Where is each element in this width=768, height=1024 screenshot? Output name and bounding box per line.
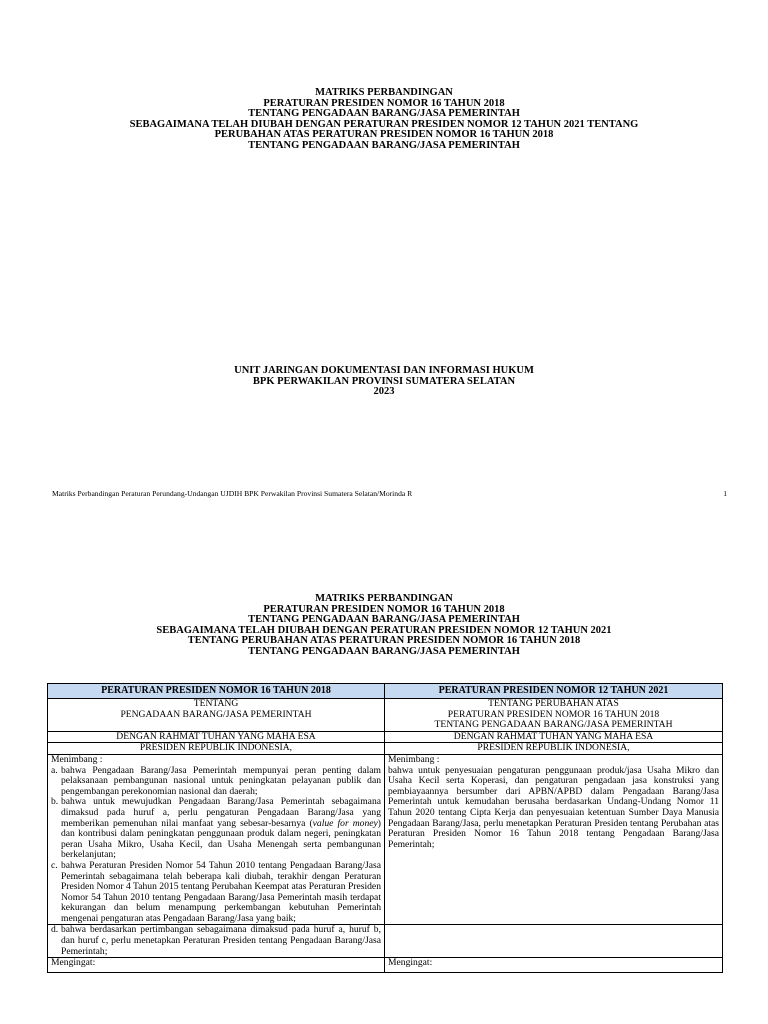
table-row	[48, 925, 723, 958]
menimbang-label: Menimbang :	[388, 753, 440, 765]
cover-title	[0, 88, 768, 152]
item-marker: d.	[51, 924, 59, 936]
footer-text: Matriks Perbandingan Peraturan Perundang-Undangan UJDIH BPK Perwakilan Provinsi Sumatera Selatan/Morinda R	[52, 489, 413, 498]
presiden-left: PRESIDEN REPUBLIK INDONESIA,	[48, 743, 385, 755]
tentang-right-cell	[385, 699, 723, 732]
header-perpres-2018: PERATURAN PRESIDEN NOMOR 16 TAHUN 2018	[48, 684, 385, 699]
item-text: bahwa Pengadaan Barang/Jasa Pemerintah mempunyai peran penting dalam pelaksanaan pembangunan nasional untuk peningkatan pelayanan publik dan pengembangan perekonomian nasional dan daerah;	[61, 764, 381, 797]
table-row	[48, 958, 723, 973]
org-line: UNIT JARINGAN DOKUMENTASI DAN INFORMASI HUKUM	[234, 365, 534, 376]
cover-title-line: PERATURAN PRESIDEN NOMOR 16 TAHUN 2018	[263, 97, 505, 109]
item-text: bahwa berdasarkan pertimbangan sebagaimana dimaksud pada huruf a, huruf b, dan huruf c, perlu menetapkan Peraturan Presiden tentang Pengadaan Barang/Jasa Pemerintah;	[61, 924, 381, 957]
page-separator	[0, 520, 768, 568]
menimbang-text: bahwa untuk penyesuaian pengaturan penggunaan produk/jasa Usaha Mikro dan Usaha Kecil serta Koperasi, dan pengaturan pengadaan jasa konstruksi yang pembiayaannya bersumber dari APBN/APBD dalam Pengadaan Barang/Jasa Pemerintah untuk kemudahan berusaha berdasarkan Undang-Undang Nomor 11 Tahun 2020 tentang Cipta Kerja dan penyesuaian ketentuan Sumber Daya Manusia Pengadaan Barang/Jasa, perlu menetapkan Peraturan Presiden tentang Perubahan atas Peraturan Presiden Nomor 16 Tahun 2018 tentang Pengadaan Barang/Jasa Pemerintah;	[388, 764, 719, 850]
rahmat-left: DENGAN RAHMAT TUHAN YANG MAHA ESA	[48, 731, 385, 743]
matrix-title-line: TENTANG PERUBAHAN ATAS PERATURAN PRESIDEN NOMOR 16 TAHUN 2018	[187, 635, 581, 647]
org-year: 2023	[373, 386, 395, 398]
tentang-line: TENTANG PERUBAHAN ATAS	[488, 698, 619, 709]
page-footer	[52, 489, 727, 498]
cover-title-line: TENTANG PENGADAAN BARANG/JASA PEMERINTAH	[248, 108, 520, 120]
item-marker: b.	[51, 796, 59, 808]
matrix-title-line: PERATURAN PRESIDEN NOMOR 16 TAHUN 2018	[263, 603, 505, 615]
presiden-right: PRESIDEN REPUBLIK INDONESIA,	[385, 743, 723, 755]
organization-block	[0, 366, 768, 398]
table-row	[48, 754, 723, 925]
menimbang-list	[51, 925, 381, 957]
menimbang-d-cell	[48, 925, 385, 958]
item-text: bahwa Peraturan Presiden Nomor 54 Tahun 2010 tentang Pengadaan Barang/Jasa Pemerintah sebagaimana telah beberapa kali diubah, terakhir dengan Peraturan Presiden Nomor 4 Tahun 2015 tentang Perubahan Keempat atas Peraturan Presiden Nomor 54 Tahun 2010 tentang Pengadaan Barang/Jasa Pemerintah masih terdapat kekurangan dan belum menampung perkembangan kebutuhan Pemerintah mengenai pengaturan atas Pengadaan Barang/Jasa yang baik;	[61, 859, 381, 924]
cover-title-line: MATRIKS PERBANDINGAN	[315, 87, 453, 98]
list-item	[51, 859, 381, 925]
header-perpres-2021: PERATURAN PRESIDEN NOMOR 12 TAHUN 2021	[385, 684, 723, 699]
item-marker: c.	[51, 859, 58, 871]
menimbang-label: Menimbang :	[51, 753, 103, 765]
mengingat-left: Mengingat:	[48, 958, 385, 973]
cover-title-line: PERUBAHAN ATAS PERATURAN PRESIDEN NOMOR 16 TAHUN 2018	[214, 129, 554, 141]
table-row	[48, 743, 723, 755]
cover-title-line: SEBAGAIMANA TELAH DIUBAH DENGAN PERATURAN PRESIDEN NOMOR 12 TAHUN 2021 TENTANG	[129, 118, 639, 130]
list-item	[51, 764, 381, 798]
tentang-line: PENGADAAN BARANG/JASA PEMERINTAH	[120, 708, 312, 720]
item-text: bahwa untuk mewujudkan Pengadaan Barang/Jasa Pemerintah sebagaimana dimaksud pada huruf a, perlu pengaturan Pengadaan Barang/Jasa yang memberikan pemenuhan nilai manfaat yang sebesar-besarnya (	[61, 796, 381, 829]
tentang-left-cell	[48, 699, 385, 732]
table-row	[48, 699, 723, 732]
page-number: 1	[723, 489, 727, 498]
tentang-line: TENTANG PENGADAAN BARANG/JASA PEMERINTAH	[434, 719, 673, 731]
menimbang-list	[51, 766, 381, 925]
item-italic-text: value for money	[312, 817, 378, 829]
table-header-row	[48, 684, 723, 699]
menimbang-right-cell	[385, 754, 723, 925]
matrix-title-line: SEBAGAIMANA TELAH DIUBAH DENGAN PERATURAN PRESIDEN NOMOR 12 TAHUN 2021	[156, 624, 612, 636]
matrix-title-line: TENTANG PENGADAAN BARANG/JASA PEMERINTAH	[248, 645, 520, 657]
empty-cell	[385, 925, 723, 958]
comparison-table	[47, 683, 723, 973]
table-row	[48, 731, 723, 743]
mengingat-right: Mengingat:	[385, 958, 723, 973]
org-line: BPK PERWAKILAN PROVINSI SUMATERA SELATAN	[252, 375, 516, 387]
rahmat-right: DENGAN RAHMAT TUHAN YANG MAHA ESA	[385, 731, 723, 743]
list-item	[51, 924, 381, 957]
cover-title-line: TENTANG PENGADAAN BARANG/JASA PEMERINTAH	[248, 139, 520, 151]
item-marker: a.	[51, 764, 58, 776]
list-item	[51, 796, 381, 861]
matrix-title-line: TENTANG PENGADAAN BARANG/JASA PEMERINTAH	[248, 614, 520, 626]
matrix-title	[0, 594, 768, 658]
menimbang-left-cell	[48, 754, 385, 925]
tentang-line: PERATURAN PRESIDEN NOMOR 16 TAHUN 2018	[447, 708, 660, 720]
item-text: ) dan kontribusi dalam peningkatan penggunaan produk dalam negeri, peningkatan peran Usaha Mikro, Usaha Kecil, dan Usaha Menengah serta pembangunan berkelanjutan;	[61, 817, 381, 861]
tentang-line: TENTANG	[193, 698, 239, 709]
matrix-title-line: MATRIKS PERBANDINGAN	[315, 593, 453, 604]
